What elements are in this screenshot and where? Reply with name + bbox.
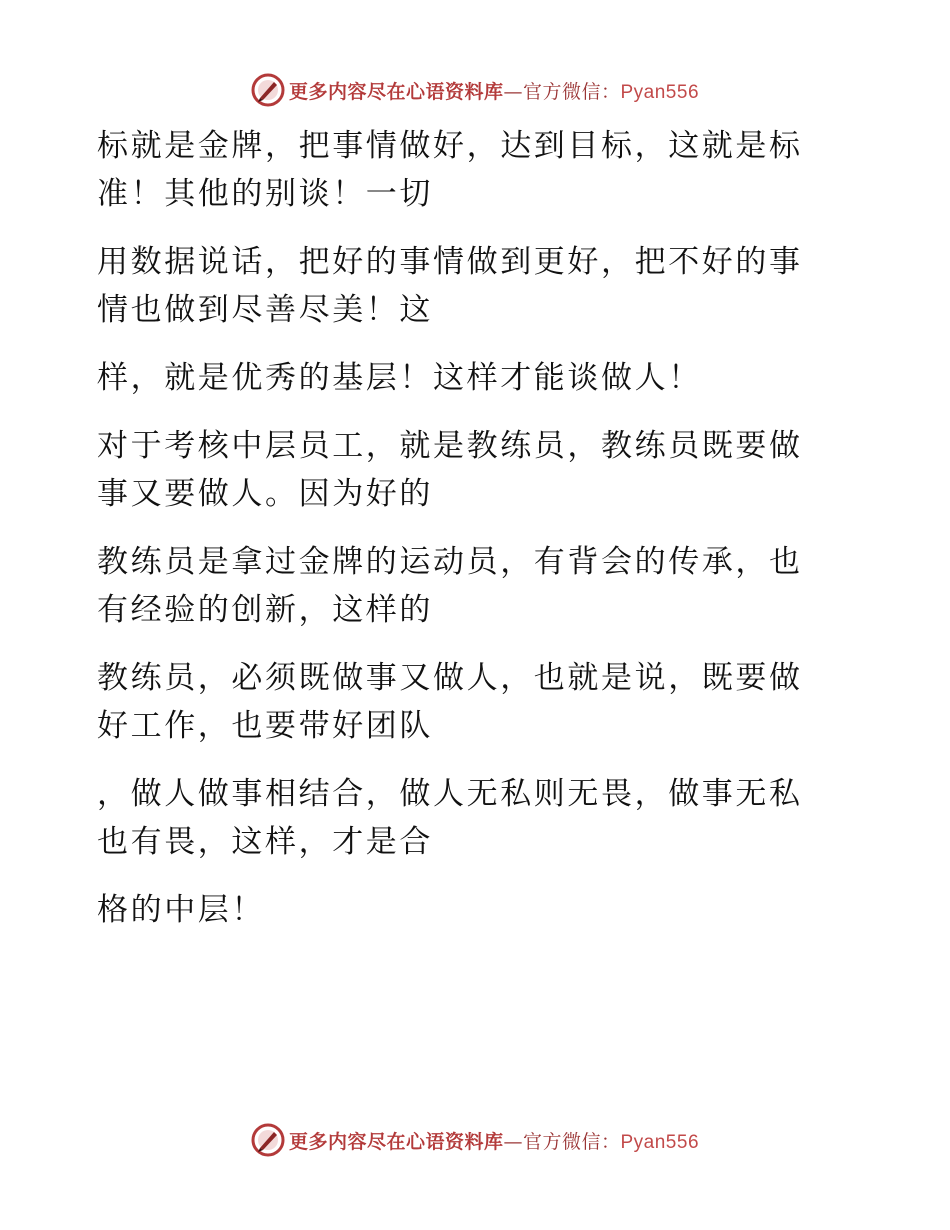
paragraph: [97, 354, 837, 402]
footer-main-text: 更多内容尽在心语资料库: [288, 1130, 504, 1153]
pen-logo-icon: [251, 1123, 285, 1157]
paragraph: [97, 770, 837, 866]
paragraph: [97, 654, 837, 750]
footer-dash: —: [503, 1130, 523, 1153]
text-line: 事又要做人。因为好的: [97, 476, 433, 512]
text-line: 样，就是优秀的基层！这样才能谈做人！: [97, 360, 702, 396]
text-line: 用数据说话，把好的事情做到更好，把不好的事: [97, 244, 803, 280]
text-line: 教练员，必须既做事又做人，也就是说，既要做: [97, 660, 803, 696]
text-line: 准！其他的别谈！一切: [97, 176, 433, 212]
header-banner: [0, 70, 950, 110]
text-line: 有经验的创新，这样的: [97, 592, 433, 628]
text-line: 对于考核中层员工，就是教练员，教练员既要做: [97, 428, 803, 464]
document-body: [97, 122, 837, 954]
text-line: 标就是金牌，把事情做好，达到目标，这就是标: [97, 128, 803, 164]
header-sub-text: 官方微信：: [522, 80, 621, 103]
header-dash: —: [503, 80, 523, 103]
text-line: 情也做到尽善尽美！这: [97, 292, 433, 328]
paragraph: [97, 238, 837, 334]
text-line: 好工作，也要带好团队: [97, 708, 433, 744]
text-line: 格的中层！: [97, 892, 265, 928]
paragraph: [97, 422, 837, 518]
header-wechat-id: Pyan556: [620, 81, 700, 103]
footer-banner: [0, 1120, 950, 1160]
pen-logo-icon: [251, 73, 285, 107]
text-line: ，做人做事相结合，做人无私则无畏，做事无私: [97, 776, 803, 812]
paragraph: [97, 886, 837, 934]
header-main-text: 更多内容尽在心语资料库: [288, 80, 504, 103]
text-line: 教练员是拿过金牌的运动员，有背会的传承，也: [97, 544, 803, 580]
paragraph: [97, 538, 837, 634]
footer-wechat-id: Pyan556: [620, 1131, 700, 1153]
paragraph: [97, 122, 837, 218]
footer-sub-text: 官方微信：: [522, 1130, 621, 1153]
text-line: 也有畏，这样，才是合: [97, 824, 433, 860]
